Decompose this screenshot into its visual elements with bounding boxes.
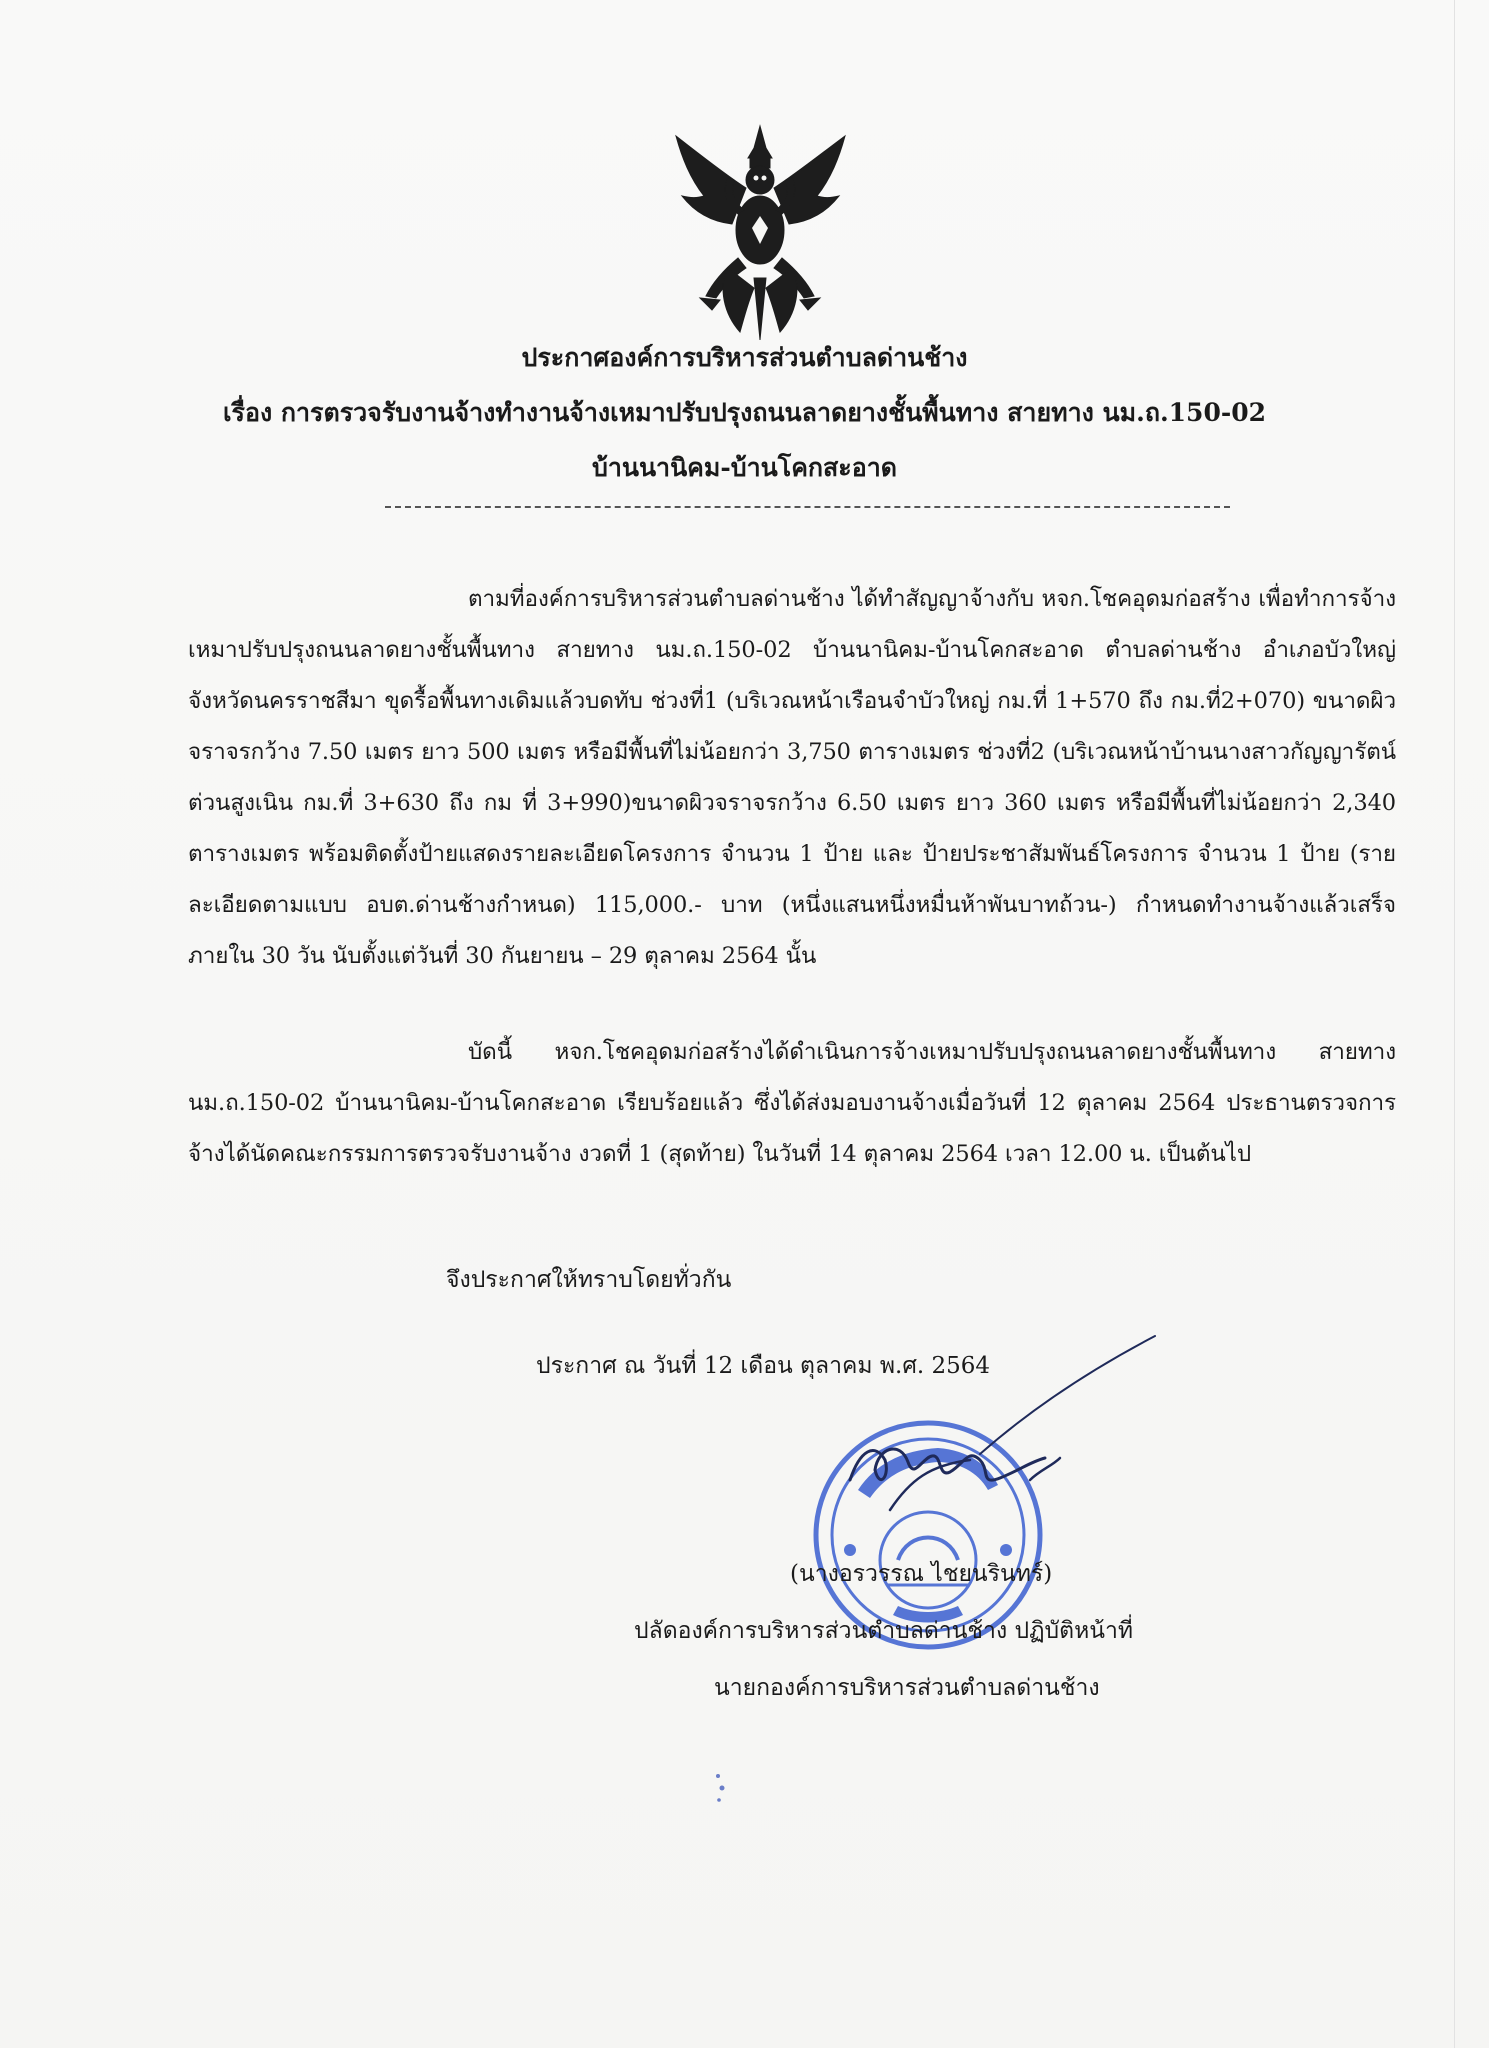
signatory-title-line-1: ปลัดองค์การบริหารส่วนตำบลด่านช้าง ปฏิบัติหน้าที่: [634, 1618, 1134, 1644]
scan-edge: [1454, 0, 1455, 2048]
signatory-name: (นางอรวรรณ ไชยนรินทร์): [790, 1561, 1053, 1587]
body-paragraph-2: บัดนี้ หจก.โชคอุดมก่อสร้างได้ดำเนินการจ้างเหมาปรับปรุงถนนลาดยางชั้นพื้นทาง สายทาง นม.ถ.150-02 บ้านนานิคม-บ้านโคกสะอาด เรียบร้อยแล้ว ซึ่งได้ส่งมอบงานจ้างเมื่อวันที่ 12 ตุลาคม 2564 ประธานตรวจการจ้างได้นัดคณะกรรมการตรวจรับงานจ้าง งวดที่ 1 (สุดท้าย) ในวันที่ 14 ตุลาคม 2564 เวลา 12.00 น. เป็นต้นไป: [188, 1039, 1396, 1167]
closing-statement: จึงประกาศให้ทราบโดยทั่วกัน: [446, 1267, 732, 1293]
announcement-title: ประกาศองค์การบริหารส่วนตำบลด่านช้าง: [521, 343, 968, 372]
ink-speck: [712, 1770, 730, 1810]
announcement-date: ประกาศ ณ วันที่ 12 เดือน ตุลาคม พ.ศ. 2564: [536, 1353, 991, 1379]
garuda-emblem-icon: [668, 118, 853, 343]
handwritten-signature: [830, 1330, 1160, 1560]
announcement-subject: เรื่อง การตรวจรับงานจ้างทำงานจ้างเหมาปรับปรุงถนนลาดยางชั้นพื้นทาง สายทาง นม.ถ.150-02: [222, 398, 1267, 427]
dashed-divider: [385, 506, 1230, 508]
body-paragraph-1: ตามที่องค์การบริหารส่วนตำบลด่านช้าง ได้ทำสัญญาจ้างกับ หจก.โชคอุดมก่อสร้าง เพื่อทำการจ้างเหมาปรับปรุงถนนลาดยางชั้นพื้นทาง สายทาง นม.ถ.150-02 บ้านนานิคม-บ้านโคกสะอาด ตำบลด่านช้าง อำเภอบัวใหญ่ จังหวัดนครราชสีมา ขุดรื้อพื้นทางเดิมแล้วบดทับ ช่วงที่1 (บริเวณหน้าเรือนจำบัวใหญ่ กม.ที่ 1+570 ถึง กม.ที่2+070) ขนาดผิวจราจรกว้าง 7.50 เมตร ยาว 500 เมตร หรือมีพื้นที่ไม่น้อยกว่า 3,750 ตารางเมตร ช่วงที่2 (บริเวณหน้าบ้านนางสาวกัญญารัตน์ ต่วนสูงเนิน กม.ที่ 3+630 ถึง กม ที่ 3+990)ขนาดผิวจราจรกว้าง 6.50 เมตร ยาว 360 เมตร หรือมีพื้นที่ไม่น้อยกว่า 2,340 ตารางเมตร พร้อมติดตั้งป้ายแสดงรายละเอียดโครงการ จำนวน 1 ป้าย และ ป้ายประชาสัมพันธ์โครงการ จำนวน 1 ป้าย (รายละเอียดตามแบบ อบต.ด่านช้างกำหนด) 115,000.- บาท (หนึ่งแสนหนึ่งหมื่นห้าพันบาทถ้วน-) กำหนดทำงานจ้างแล้วเสร็จ ภายใน 30 วัน นับตั้งแต่วันที่ 30 กันยายน – 29 ตุลาคม 2564 นั้น: [188, 586, 1396, 969]
announcement-subject-continuation: บ้านนานิคม-บ้านโคกสะอาด: [591, 453, 898, 482]
signatory-title-line-2: นายกองค์การบริหารส่วนตำบลด่านช้าง: [714, 1675, 1100, 1701]
